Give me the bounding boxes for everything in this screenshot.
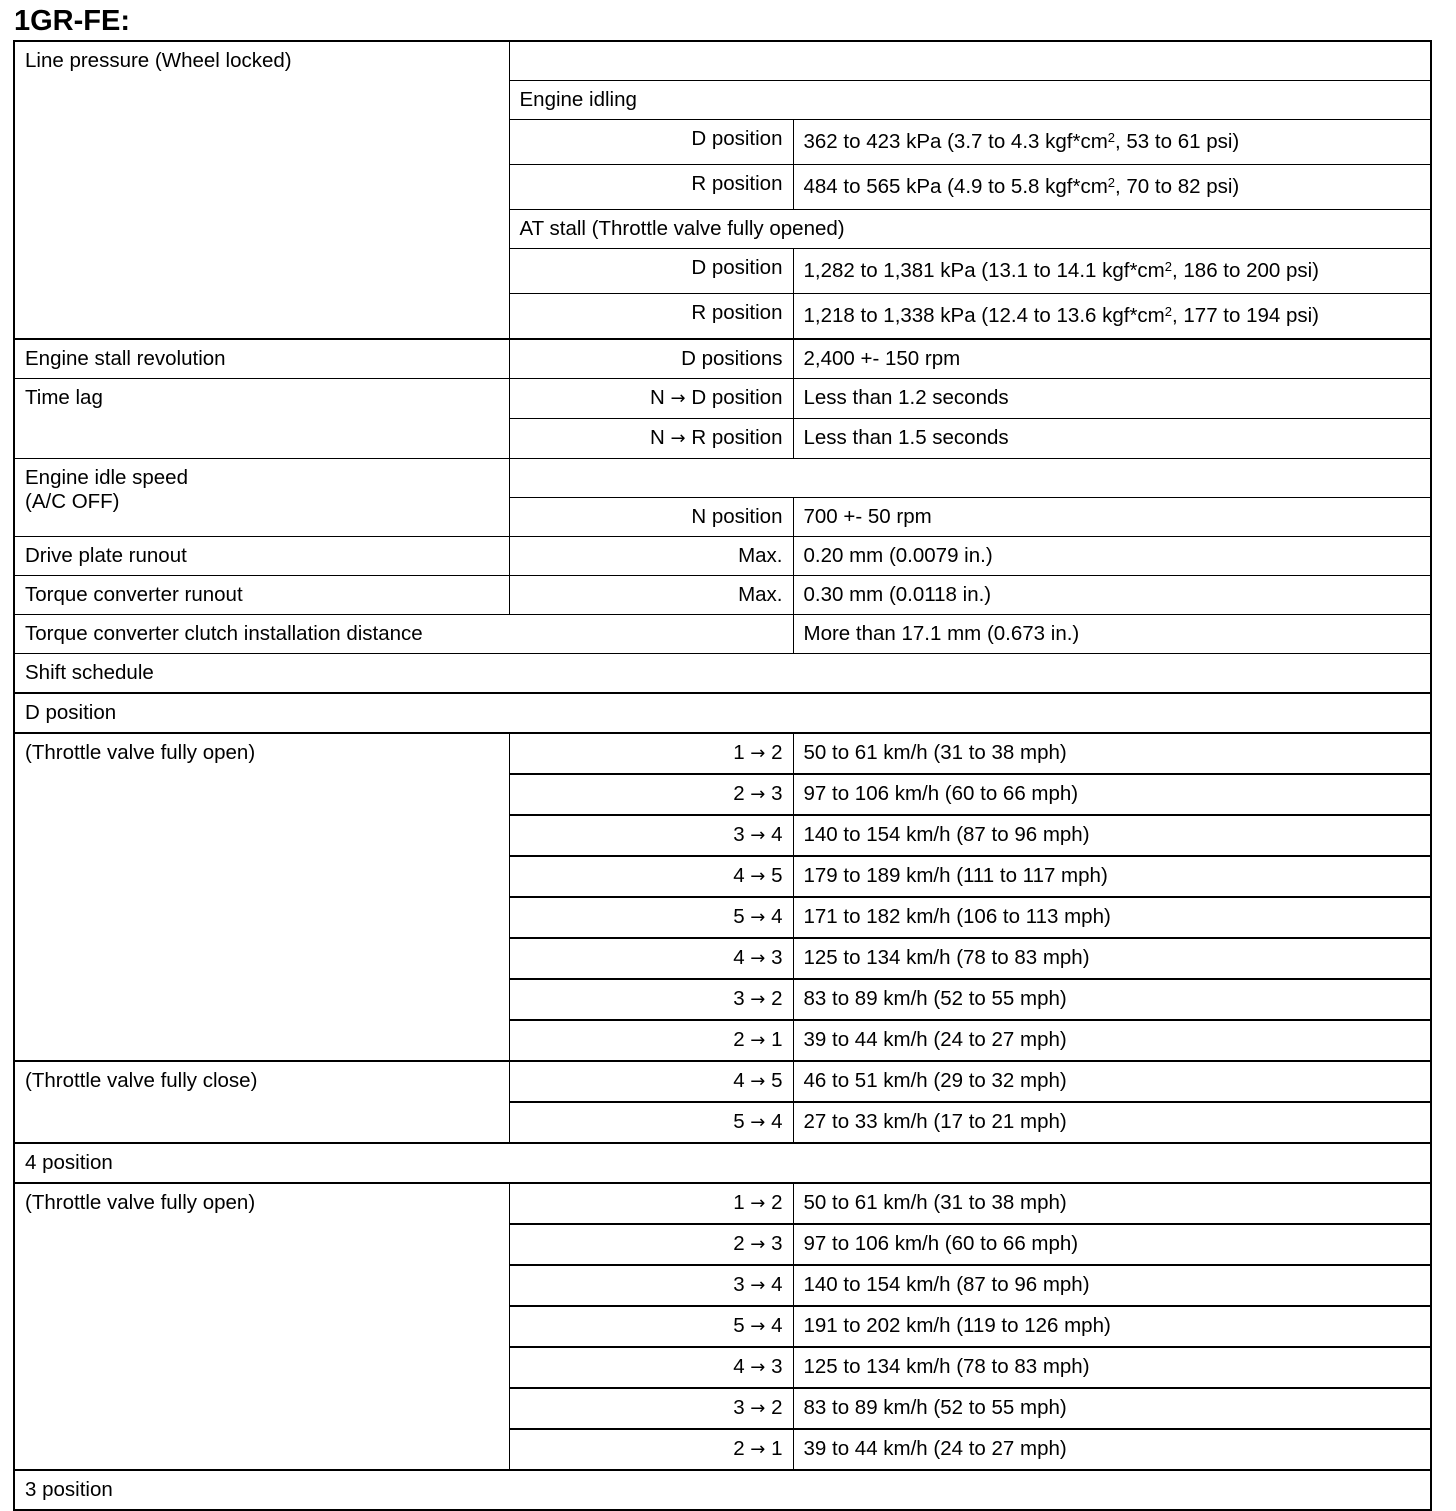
tc-runout-label: Torque converter runout: [14, 576, 509, 615]
shift-speed-value: 125 to 134 km/h (78 to 83 mph): [793, 1347, 1431, 1388]
tc-clutch-label: Torque converter clutch installation distance: [14, 615, 793, 654]
gear-shift: 2 → 1: [509, 1020, 793, 1061]
gear-shift: 3 → 2: [509, 979, 793, 1020]
gear-shift: 5 → 4: [509, 1306, 793, 1347]
shift-speed-value: 125 to 134 km/h (78 to 83 mph): [793, 938, 1431, 979]
drive-plate-limit: Max.: [509, 537, 793, 576]
arrow-icon: →: [750, 1193, 766, 1214]
gear-shift: 4 → 3: [509, 938, 793, 979]
at-stall-header: AT stall (Throttle valve fully opened): [509, 210, 1431, 249]
arrow-icon: →: [750, 1275, 766, 1296]
arrow-icon: →: [750, 907, 766, 928]
shift-speed-value: 39 to 44 km/h (24 to 27 mph): [793, 1429, 1431, 1470]
table-row: [14, 1470, 1431, 1510]
shift-speed-value: 97 to 106 km/h (60 to 66 mph): [793, 1224, 1431, 1265]
shift-speed-value: 97 to 106 km/h (60 to 66 mph): [793, 774, 1431, 815]
table-row: [14, 459, 1431, 498]
gear-shift: 2 → 1: [509, 1429, 793, 1470]
blank-cell: [509, 41, 1431, 81]
idle-d-value: 362 to 423 kPa (3.7 to 4.3 $kgf*cm^2$, 53 to 61 psi): [793, 120, 1431, 165]
d-position-header: D position: [14, 693, 1431, 733]
tc-runout-value: 0.30 mm (0.0118 in.): [793, 576, 1431, 615]
idle-d-label: D position: [509, 120, 793, 165]
throttle-condition-label: (Throttle valve fully open): [14, 1183, 509, 1470]
time-lag-nr: N → R position: [509, 419, 793, 459]
arrow-icon: →: [750, 1398, 766, 1419]
idle-speed-position: N position: [509, 498, 793, 537]
tc-runout-limit: Max.: [509, 576, 793, 615]
gear-shift: 5 → 4: [509, 897, 793, 938]
engine-stall-label: Engine stall revolution: [14, 339, 509, 379]
shift-speed-value: 140 to 154 km/h (87 to 96 mph): [793, 815, 1431, 856]
gear-shift: 2 → 3: [509, 774, 793, 815]
gear-shift: 4 → 5: [509, 856, 793, 897]
arrow-icon: →: [750, 784, 766, 805]
table-row: [14, 576, 1431, 615]
gear-shift: 4 → 3: [509, 1347, 793, 1388]
arrow-icon: →: [750, 1316, 766, 1337]
table-row: [14, 339, 1431, 379]
arrow-icon: →: [750, 825, 766, 846]
gear-shift: 3 → 4: [509, 815, 793, 856]
arrow-icon: →: [750, 1071, 766, 1092]
table-row: [14, 379, 1431, 419]
table-row: [14, 615, 1431, 654]
gear-shift: 1 → 2: [509, 1183, 793, 1224]
table-row: [14, 1143, 1431, 1183]
drive-plate-value: 0.20 mm (0.0079 in.): [793, 537, 1431, 576]
arrow-icon: →: [750, 1030, 766, 1051]
three-position-header: 3 position: [14, 1470, 1431, 1510]
shift-speed-value: 191 to 202 km/h (119 to 126 mph): [793, 1306, 1431, 1347]
table-row: [14, 1183, 1431, 1224]
spec-table: [13, 40, 1432, 1511]
throttle-condition-label: (Throttle valve fully close): [14, 1061, 509, 1143]
time-lag-nr-value: Less than 1.5 seconds: [793, 419, 1431, 459]
arrow-icon: →: [670, 428, 686, 449]
drive-plate-label: Drive plate runout: [14, 537, 509, 576]
stall-d-label: D position: [509, 249, 793, 294]
shift-speed-value: 50 to 61 km/h (31 to 38 mph): [793, 1183, 1431, 1224]
time-lag-label: Time lag: [14, 379, 509, 459]
engine-idling-header: Engine idling: [509, 81, 1431, 120]
shift-schedule-header: Shift schedule: [14, 654, 1431, 694]
stall-d-value: 1,282 to 1,381 kPa (13.1 to 14.1 $kgf*cm^2$, 186 to 200 psi): [793, 249, 1431, 294]
arrow-icon: →: [750, 1439, 766, 1460]
four-open-group: [14, 1183, 1431, 1470]
arrow-icon: →: [750, 1112, 766, 1133]
idle-r-label: R position: [509, 165, 793, 210]
stall-r-value: 1,218 to 1,338 kPa (12.4 to 13.6 $kgf*cm^2$, 177 to 194 psi): [793, 294, 1431, 340]
shift-speed-value: 46 to 51 km/h (29 to 32 mph): [793, 1061, 1431, 1102]
idle-speed-label: Engine idle speed (A/C OFF): [14, 459, 509, 537]
stall-r-label: R position: [509, 294, 793, 340]
throttle-condition-label: (Throttle valve fully open): [14, 733, 509, 1061]
engine-stall-value: 2,400 +- 150 rpm: [793, 339, 1431, 379]
table-row: [14, 654, 1431, 694]
shift-speed-value: 83 to 89 km/h (52 to 55 mph): [793, 979, 1431, 1020]
table-row: [14, 733, 1431, 774]
gear-shift: 2 → 3: [509, 1224, 793, 1265]
shift-speed-value: 171 to 182 km/h (106 to 113 mph): [793, 897, 1431, 938]
blank-cell: [509, 459, 1431, 498]
shift-speed-value: 179 to 189 km/h (111 to 117 mph): [793, 856, 1431, 897]
d-close-group: [14, 1061, 1431, 1143]
time-lag-nd-value: Less than 1.2 seconds: [793, 379, 1431, 419]
arrow-icon: →: [750, 1234, 766, 1255]
shift-speed-value: 50 to 61 km/h (31 to 38 mph): [793, 733, 1431, 774]
gear-shift: 4 → 5: [509, 1061, 793, 1102]
idle-speed-value: 700 +- 50 rpm: [793, 498, 1431, 537]
arrow-icon: →: [750, 989, 766, 1010]
gear-shift: 3 → 4: [509, 1265, 793, 1306]
four-position-header: 4 position: [14, 1143, 1431, 1183]
table-row: [14, 693, 1431, 733]
table-row: [14, 41, 1431, 81]
line-pressure-label: Line pressure (Wheel locked): [14, 41, 509, 339]
arrow-icon: →: [750, 743, 766, 764]
engine-stall-position: D positions: [509, 339, 793, 379]
time-lag-nd: N → D position: [509, 379, 793, 419]
table-row: [14, 537, 1431, 576]
page-title: 1GR-FE:: [14, 5, 130, 37]
d-open-group: [14, 733, 1431, 1061]
gear-shift: 5 → 4: [509, 1102, 793, 1143]
shift-speed-value: 39 to 44 km/h (24 to 27 mph): [793, 1020, 1431, 1061]
table-row: [14, 1061, 1431, 1102]
arrow-icon: →: [670, 388, 686, 409]
arrow-icon: →: [750, 1357, 766, 1378]
gear-shift: 1 → 2: [509, 733, 793, 774]
shift-speed-value: 140 to 154 km/h (87 to 96 mph): [793, 1265, 1431, 1306]
gear-shift: 3 → 2: [509, 1388, 793, 1429]
tc-clutch-value: More than 17.1 mm (0.673 in.): [793, 615, 1431, 654]
arrow-icon: →: [750, 948, 766, 969]
shift-speed-value: 83 to 89 km/h (52 to 55 mph): [793, 1388, 1431, 1429]
arrow-icon: →: [750, 866, 766, 887]
idle-r-value: 484 to 565 kPa (4.9 to 5.8 $kgf*cm^2$, 70 to 82 psi): [793, 165, 1431, 210]
shift-speed-value: 27 to 33 km/h (17 to 21 mph): [793, 1102, 1431, 1143]
